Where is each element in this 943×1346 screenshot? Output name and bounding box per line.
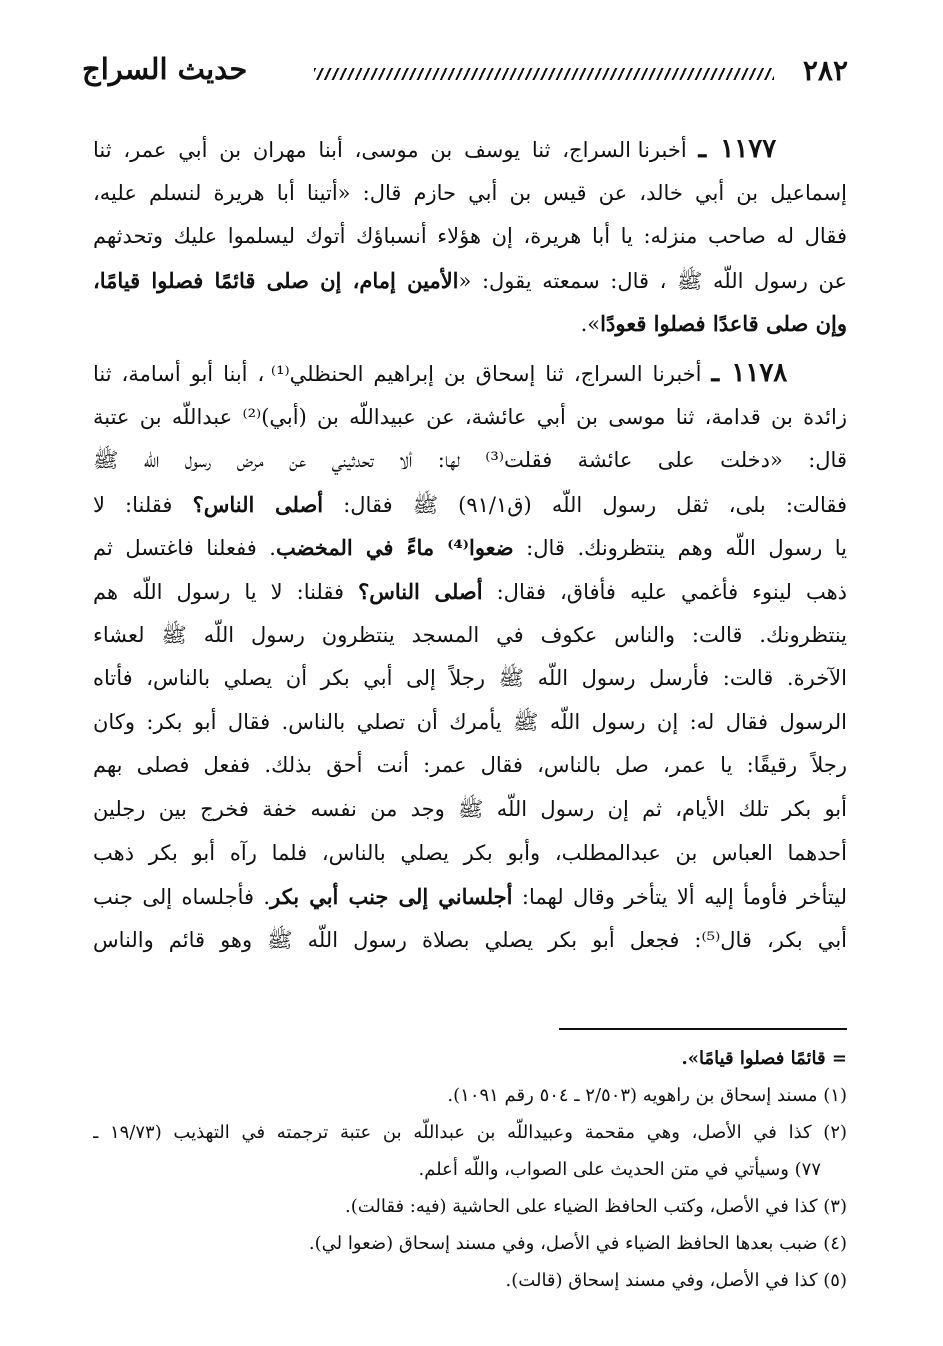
hadith-1178-line: أبي بكر، قال⁽⁵⁾: فجعل أبو بكر يصلي بصلاة رسول اللّه ﷺ وهو قائم والناس: [93, 927, 847, 952]
hadith-1178-line: زائدة بن قدامة، ثنا موسى بن أبي عائشة، عن عبيداللّه بن (أبي)⁽²⁾ عبداللّه بن عتبة: [93, 404, 847, 429]
hadith-1178-line: أحدهما العباس بن عبدالمطلب، وأبو بكر يصلي بالناس، فلما رآه أبو بكر ذهب: [93, 840, 847, 865]
hadith-1178-line: الآخرة. قالت: فأرسل رسول اللّه ﷺ رجلاً إلى أبي بكر أن يصلي بالناس، فأتاه: [93, 666, 847, 691]
hadith-1177-line: ١١٧٧ ـ أخبرنا السراج، ثنا يوسف بن موسى، أبنا مهران بن أبي عمر، ثنا: [93, 134, 777, 164]
hadith-number: ١١٧٧ ـ: [698, 134, 777, 164]
footnote-3: (٣) كذا في الأصل، وكتب الحافظ الضياء على الحاشية (فيه: فقالت).: [344, 1196, 847, 1217]
hadith-1178-line: رجلاً رقيقًا: يا عمر، صل بالناس، فقال عمر: أنت أحق بذلك. ففعل فصلى بهم: [93, 753, 847, 778]
hadith-1178-line: فقالت: بلى، ثقل رسول اللّه (ق٩١/١) ﷺ فقال: أصلى الناس؟ فقلنا: لا: [93, 491, 847, 517]
footnotes: [93, 1040, 847, 1299]
hadith-1178-line: ذهب لينوء فأغمي عليه فأفاق، فقال: أصلى الناس؟ فقلنا: لا يا رسول اللّه هم: [93, 578, 847, 604]
hadith-1177-line: وإن صلى قاعدًا فصلوا قعودًا».: [580, 311, 847, 337]
hadith-1178-line: ١١٧٨ ـ أخبرنا السراج، ثنا إسحاق بن إبراهيم الحنظلي⁽¹⁾ ، أبنا أبو أسامة، ثنا: [93, 357, 788, 388]
footnote-2-continued: ٧٧) وسيأتي في متن الحديث على الصواب، واللّه أعلم.: [418, 1159, 821, 1180]
header-decorative-rule: [314, 68, 774, 80]
footnote-2: (٢) كذا في الأصل، وهي مقحمة وعبيداللّه بن عبداللّه بن عتبة ترجمته في التهذيب (١٩/٧٣ ـ: [93, 1122, 847, 1143]
hadith-1178-line: ليتأخر فأومأ إليه ألا يتأخر وقال لهما: أجلساني إلى جنب أبي بكر. فأجلساه إلى جنب: [93, 884, 847, 910]
footnote-5: (٥) كذا في الأصل، وفي مسند إسحاق (قالت).: [505, 1270, 847, 1291]
hadith-1178-line: ينتظرونك. قالت: والناس عكوف في المسجد ينتظرون رسول اللّه ﷺ لعشاء: [93, 622, 847, 647]
footnote-separator: [559, 1028, 847, 1030]
footnote-continuation: = قائمًا فصلوا قيامًا».: [681, 1048, 847, 1069]
main-text: [93, 128, 847, 962]
hadith-1178-line: قال: «دخلت على عائشة فقلت⁽³⁾ لها: ألا تحدثيني عن مرض رسول اللّه ﷺ: [93, 448, 847, 473]
hadith-1177-line: عن رسول اللّه ﷺ ، قال: سمعته يقول: «الأمين إمام، إن صلى قائمًا فصلوا قيامًا،: [93, 267, 847, 293]
hadith-1178-line: يا رسول اللّه وهم ينتظرونك. قال: ضعوا⁽⁴⁾ ماءً في المخضب. ففعلنا فاغتسل ثم: [93, 535, 847, 561]
page-header: [82, 52, 852, 100]
footnote-4: (٤) ضبب بعدها الحافظ الضياء في الأصل، وفي مسند إسحاق (ضعوا لي).: [308, 1233, 847, 1254]
hadith-1177-line: فقال له صاحب منزله: يا أبا هريرة، إن هؤلاء أنسباؤك أتوك ليسلموا عليك وتحدثهم: [93, 224, 847, 249]
hadith-number: ١١٧٨ ـ: [711, 357, 788, 388]
footnote-1: (١) مسند إسحاق بن راهويه (٢/٥٠٣ ـ ٥٠٤ رقم ١٠٩١).: [447, 1085, 847, 1106]
hadith-1178-line: أبو بكر تلك الأيام، ثم إن رسول اللّه ﷺ وجد من نفسه خفة فخرج بين رجلين: [93, 796, 847, 821]
page-number: ٢٨٢: [802, 54, 848, 87]
hadith-1177-line: إسماعيل بن أبي خالد، عن قيس بن أبي حازم قال: «أتينا أبا هريرة لنسلم عليه،: [93, 180, 847, 205]
running-title: حديث السراج: [82, 52, 248, 86]
hadith-1178-line: الرسول فقال له: إن رسول اللّه ﷺ يأمرك أن تصلي بالناس. فقال أبو بكر: وكان: [93, 709, 847, 734]
